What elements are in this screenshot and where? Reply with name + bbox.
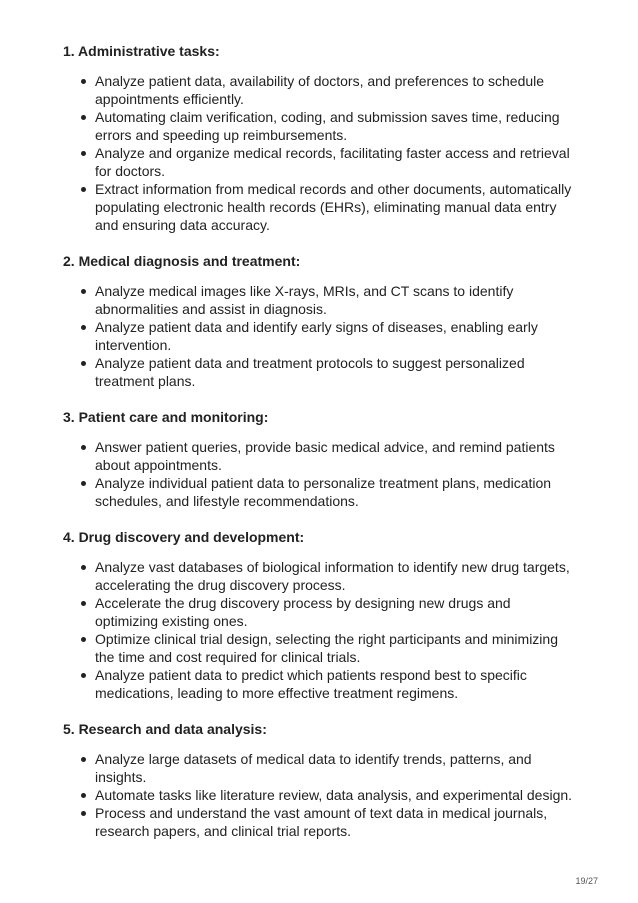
list-item: Optimize clinical trial design, selecting the right participants and minimizing the time and cost required for clinical trials. [80,630,575,666]
list-item: Analyze individual patient data to personalize treatment plans, medication schedules, and lifestyle recommendations. [80,474,575,510]
list-item: Accelerate the drug discovery process by designing new drugs and optimizing existing ones. [80,594,575,630]
list-item: Automating claim verification, coding, and submission saves time, reducing errors and speeding up reimbursements. [80,108,575,144]
section-patient-care [63,408,575,510]
section-heading: 4. Drug discovery and development: [63,529,305,545]
section-heading: 3. Patient care and monitoring: [63,409,269,425]
list-item: Analyze patient data and treatment protocols to suggest personalized treatment plans. [80,354,575,390]
bullet-list [63,558,575,702]
bullet-list [63,750,575,840]
section-medical-diagnosis [63,252,575,390]
section-heading: 2. Medical diagnosis and treatment: [63,253,301,269]
list-item: Automate tasks like literature review, data analysis, and experimental design. [80,786,575,804]
section-administrative-tasks [63,42,575,234]
section-drug-discovery [63,528,575,702]
document-body [63,42,575,858]
list-item: Analyze large datasets of medical data to identify trends, patterns, and insights. [80,750,575,786]
list-item: Analyze and organize medical records, facilitating faster access and retrieval for doctors. [80,144,575,180]
list-item: Process and understand the vast amount of text data in medical journals, research papers, and clinical trial reports. [80,804,575,840]
page-number: 19/27 [575,876,598,886]
section-heading: 5. Research and data analysis: [63,721,267,737]
list-item: Answer patient queries, provide basic medical advice, and remind patients about appointments. [80,438,575,474]
bullet-list [63,282,575,390]
list-item: Extract information from medical records and other documents, automatically populating electronic health records (EHRs), eliminating manual data entry and ensuring data accuracy. [80,180,575,234]
list-item: Analyze vast databases of biological information to identify new drug targets, accelerating the drug discovery process. [80,558,575,594]
section-research-data-analysis [63,720,575,840]
list-item: Analyze patient data and identify early signs of diseases, enabling early intervention. [80,318,575,354]
list-item: Analyze patient data to predict which patients respond best to specific medications, leading to more effective treatment regimens. [80,666,575,702]
section-heading: 1. Administrative tasks: [63,43,220,59]
bullet-list [63,438,575,510]
list-item: Analyze patient data, availability of doctors, and preferences to schedule appointments efficiently. [80,72,575,108]
bullet-list [63,72,575,234]
list-item: Analyze medical images like X-rays, MRIs, and CT scans to identify abnormalities and assist in diagnosis. [80,282,575,318]
